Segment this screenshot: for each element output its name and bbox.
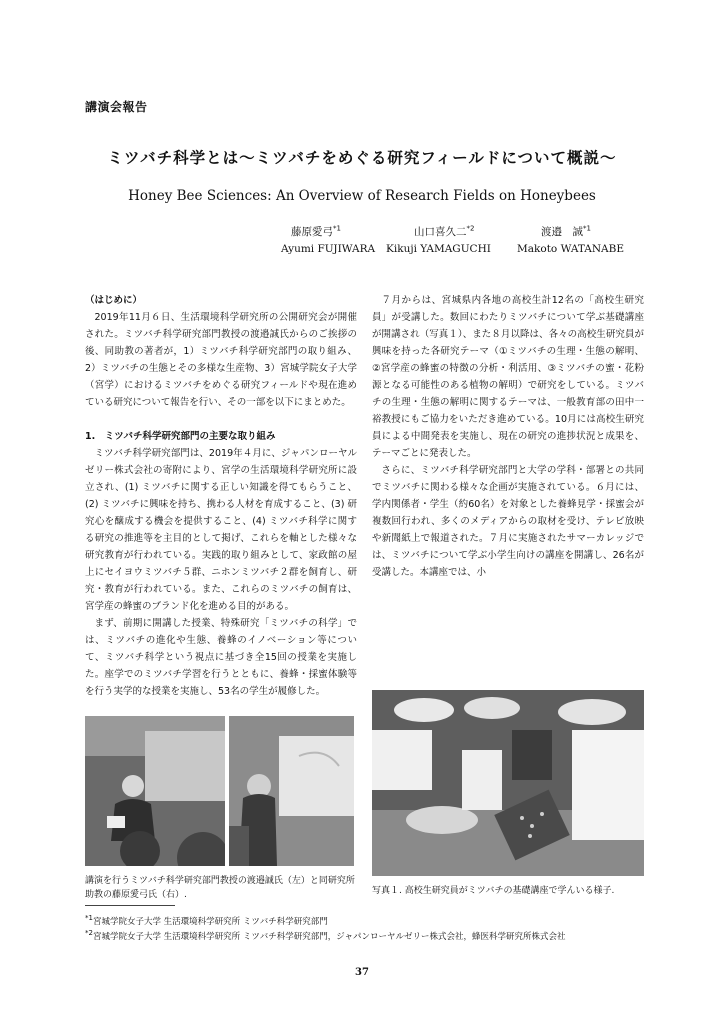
author-3-en: Makoto WATANABE (517, 243, 625, 255)
footnote-2: $^{*2}$宮城学院女子大学 生活環境科学研究所 ミツバチ科学研究部門，ジャパンローヤルゼリー株式会社，蜂医科学研究所株式会社 (85, 929, 566, 942)
section-1-paragraph-3: ７月からは、宮城県内各地の高校生計12名の「高校生研究員」が受講した。数回にわたりミツバチについて学ぶ基礎講座が開講され（写真１）、また８月以降は、各々の高校生研究員が興味を持った各研究テーマ（①ミツバチの生理・生態の解明、②宮学産の蜂蜜の特徴の分析・利活用、③ミツバチの蜜・花粉源となる可能性のある植物の解明）で研究をしている。ミツバチの生理・生態の解明に関するテーマは、一般教育部の田中一裕教授にもご協力をいただき進めている。10月には高校生研究員による中間発表を実施し、現在の研究の進捗状況と成果を、テーマごとに発表した。 (372, 295, 644, 459)
photo-lecturer-watanabe (85, 716, 225, 866)
section-1-paragraph-4: さらに、ミツバチ科学研究部門と大学の学科・部署との共同でミツバチに関わる様々な企画が実施されている。６月には、学内関係者・学生（約60名）を対象とした養蜂見学・採蜜会が複数回行われ、多くのメディアからの取材を受け、テレビ放映や新聞紙上で報道された。７月に実施されたサマーカレッジでは、ミツバチについて学ぶ小学生向けの講座を開講し、26名が受講した。本講座では、小 (372, 465, 644, 578)
photo-students-bee-frame (372, 690, 644, 876)
body-right-column (372, 292, 644, 581)
section-1-paragraph-2: まず、前期に開講した授業、特殊研究「ミツバチの科学」では、ミツバチの進化や生態、養蜂のイノベーション等について、ミツバチ科学という視点に基づき全15回の授業を実施した。座学でのミツバチ学習を行うとともに、養蜂・採蜜体験等を行う実学的な授業を実施し、53名の学生が履修した。 (85, 618, 357, 697)
section-1-paragraph-1: ミツバチ科学研究部門は、2019年４月に、ジャパンローヤルゼリー株式会社の寄附により、宮学の生活環境科学研究所に設立され、(1) ミツバチに関する正しい知識を得てもらうこと、(2) ミツバチに興味を持ち、携わる人材を育成すること、(3) 研究心を醸成する機会を提供すること、(4) ミツバチ科学に関する研究の推進等を主目的として掲げ、これらを軸とした様々な研究教育が行われている。実践的取り組みとして、家政館の屋上にセイヨウミツバチ５群、ニホンミツバチ２群を飼育し、研究・教育が行われている。また、これらのミツバチの飼育は、宮学産の蜂蜜のブランド化を進める目的がある。 (85, 448, 357, 612)
title-english: Honey Bee Sciences: An Overview of Research Fields on Honeybees (128, 188, 596, 204)
footnote-divider (85, 905, 175, 906)
author-2-ja: 山口喜久二$^{*2}$ (414, 224, 475, 238)
caption-photo-1: 写真１. 高校生研究員がミツバチの基礎講座で学んいる様子. (372, 886, 615, 896)
intro-heading: （はじめに） (85, 295, 143, 306)
title-japanese: ミツバチ科学とは〜ミツバチをめぐる研究フィールドについて概説〜 (107, 149, 617, 167)
author-3-ja: 渡邉 誠$^{*1}$ (541, 224, 591, 238)
intro-paragraph: 2019年11月６日、生活環境科学研究所の公開研究会が開催された。ミツバチ科学研究部門教授の渡邉誠氏からのご挨拶の後、同助教の著者が，1）ミツバチ科学研究部門の取り組み、2）ミツバチの生態とその多様な生産物、3）宮城学院女子大学（宮学）におけるミツバチをめぐる研究フィールドや現在進めている研究について報告を行い、その一部を以下にまとめた。 (85, 312, 357, 408)
footnote-1: $^{*1}$宮城学院女子大学 生活環境科学研究所 ミツバチ科学研究部門 (85, 914, 328, 927)
author-1-en: Ayumi FUJIWARA (281, 243, 376, 255)
photo-lecturer-fujiwara (229, 716, 354, 866)
caption-lecturers: 講演を行うミツバチ科学研究部門教授の渡邉誠氏（左）と同研究所助教の藤原愛弓氏（右）. (85, 876, 355, 900)
section-label: 講演会報告 (85, 100, 148, 114)
author-1-ja: 藤原愛弓$^{*1}$ (291, 224, 341, 238)
author-2-en: Kikuji YAMAGUCHI (386, 243, 491, 255)
section-1-heading: 1. ミツバチ科学研究部門の主要な取り組み (85, 431, 276, 442)
body-left-column (85, 292, 357, 700)
page-number: 37 (355, 967, 369, 978)
